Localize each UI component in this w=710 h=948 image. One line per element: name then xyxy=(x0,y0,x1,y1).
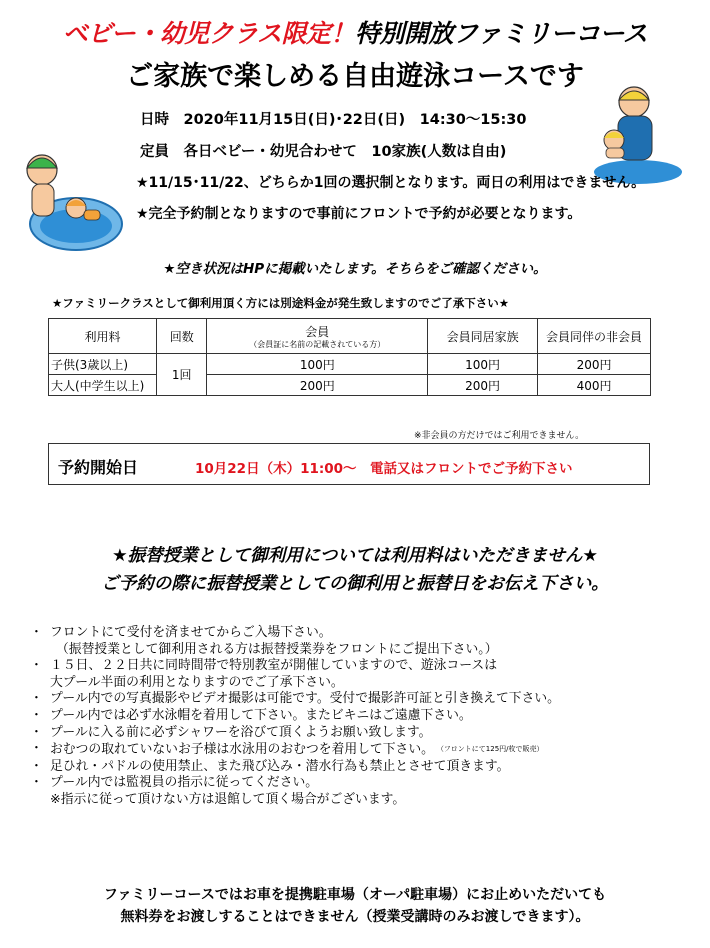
datetime-line: 日時 2020年11月15日(日)･22日(日) 14:30～15:30 xyxy=(140,112,527,128)
table-row xyxy=(49,375,651,396)
parent-child-swimming-illustration xyxy=(14,148,124,256)
flyer-title xyxy=(0,14,710,50)
family-fee: 200円 xyxy=(428,375,538,396)
title-red-part: ベビー・幼児クラス限定！ xyxy=(62,19,355,48)
member-fee: 100円 xyxy=(207,354,428,375)
count-cell: 1回 xyxy=(156,354,207,396)
list-item: ・ プール内では監視員の指示に従ってください。 ※指示に従って頂けない方は退館して頂く場合がございます。 xyxy=(30,775,406,807)
fee-table xyxy=(48,318,651,396)
header-nonmember: 会員同伴の非会員 xyxy=(538,319,651,354)
list-item: ・ フロントにて受付を済ませてからご入場下さい。 （振替授業として御利用される方は振替授業券をフロントにご提出下さい。） xyxy=(30,625,498,657)
header-member-sub: （会員証に名前の記載されている方） xyxy=(249,339,386,349)
fee-table-header-row xyxy=(49,319,651,354)
reservation-value: 10月22日（木）11:00～ 電話又はフロントでご予約下さい xyxy=(195,461,573,477)
header-count: 回数 xyxy=(156,319,207,354)
row-label: 子供(3歳以上) xyxy=(49,354,157,375)
list-item: ・ １５日、２２日共に同時間帯で特別教室が開催していますので、遊泳コースは 大プール半面の利用となりますのでご了承下さい。 xyxy=(30,658,497,690)
list-item: ・ 足ひれ・パドルの使用禁止、また飛び込み・潜水行為も禁止とさせて頂きます。 xyxy=(30,758,510,774)
list-item: ・ プール内での写真撮影やビデオ撮影は可能です。受付で撮影許可証と引き換えて下さい。 xyxy=(30,691,560,707)
row-label: 大人(中学生以上) xyxy=(49,375,157,396)
header-member xyxy=(207,319,428,354)
nonmember-fee: 400円 xyxy=(538,375,651,396)
title-black-part: 特別開放ファミリーコース xyxy=(355,19,648,48)
rules-list xyxy=(26,625,560,808)
list-item: ・ おむつの取れていないお子様は水泳用のおむつを着用して下さい。 （フロントにて125円/枚で販売） xyxy=(30,741,544,757)
fee-note: ★ファミリークラスとして御利用頂く方には別途料金が発生致しますのでご了承下さい★ xyxy=(52,296,510,310)
list-item: ・ プール内では必ず水泳帽を着用して下さい。またビキニはご遠慮下さい。 xyxy=(30,707,472,723)
reservation-required-note: ★完全予約制となりますので事前にフロントで予約が必要となります。 xyxy=(136,206,582,222)
flyer-subtitle: ご家族で楽しめる自由遊泳コースです xyxy=(126,61,584,92)
parking-note-line1: ファミリーコースではお車を提携駐車場（オーパ駐車場）にお止めいただいても xyxy=(103,887,607,903)
header-family: 会員同居家族 xyxy=(428,319,538,354)
parking-note-line2: 無料券をお渡しすることはできません（授業受講時のみお渡しできます）。 xyxy=(120,909,590,925)
availability-note: ★空き状況はHPに掲載いたします。そちらをご確認ください。 xyxy=(163,261,547,277)
reservation-label: 予約開始日 xyxy=(58,458,139,477)
list-item: ・ プールに入る前に必ずシャワーを浴びて頂くようお願い致します。 xyxy=(30,724,432,740)
member-fee: 200円 xyxy=(207,375,428,396)
selection-note: ★11/15･11/22、どちらか1回の選択制となります。両日の利用はできません。 xyxy=(136,175,646,191)
header-fee: 利用料 xyxy=(49,319,157,354)
nonmember-fee: 200円 xyxy=(538,354,651,375)
header-member-label: 会員 xyxy=(305,324,330,339)
makeup-lesson-note: ★振替授業として御利用については利用料はいただきません★ xyxy=(111,546,599,566)
capacity-line: 定員 各日ベビー・幼児合わせて 10家族(人数は自由) xyxy=(140,144,507,160)
nonmember-note: ※非会員の方だけではご利用できません。 xyxy=(414,431,585,441)
family-fee: 100円 xyxy=(428,354,538,375)
makeup-lesson-instruction: ご予約の際に振替授業としての御利用と振替日をお伝え下さい。 xyxy=(101,574,609,594)
table-row xyxy=(49,354,651,375)
